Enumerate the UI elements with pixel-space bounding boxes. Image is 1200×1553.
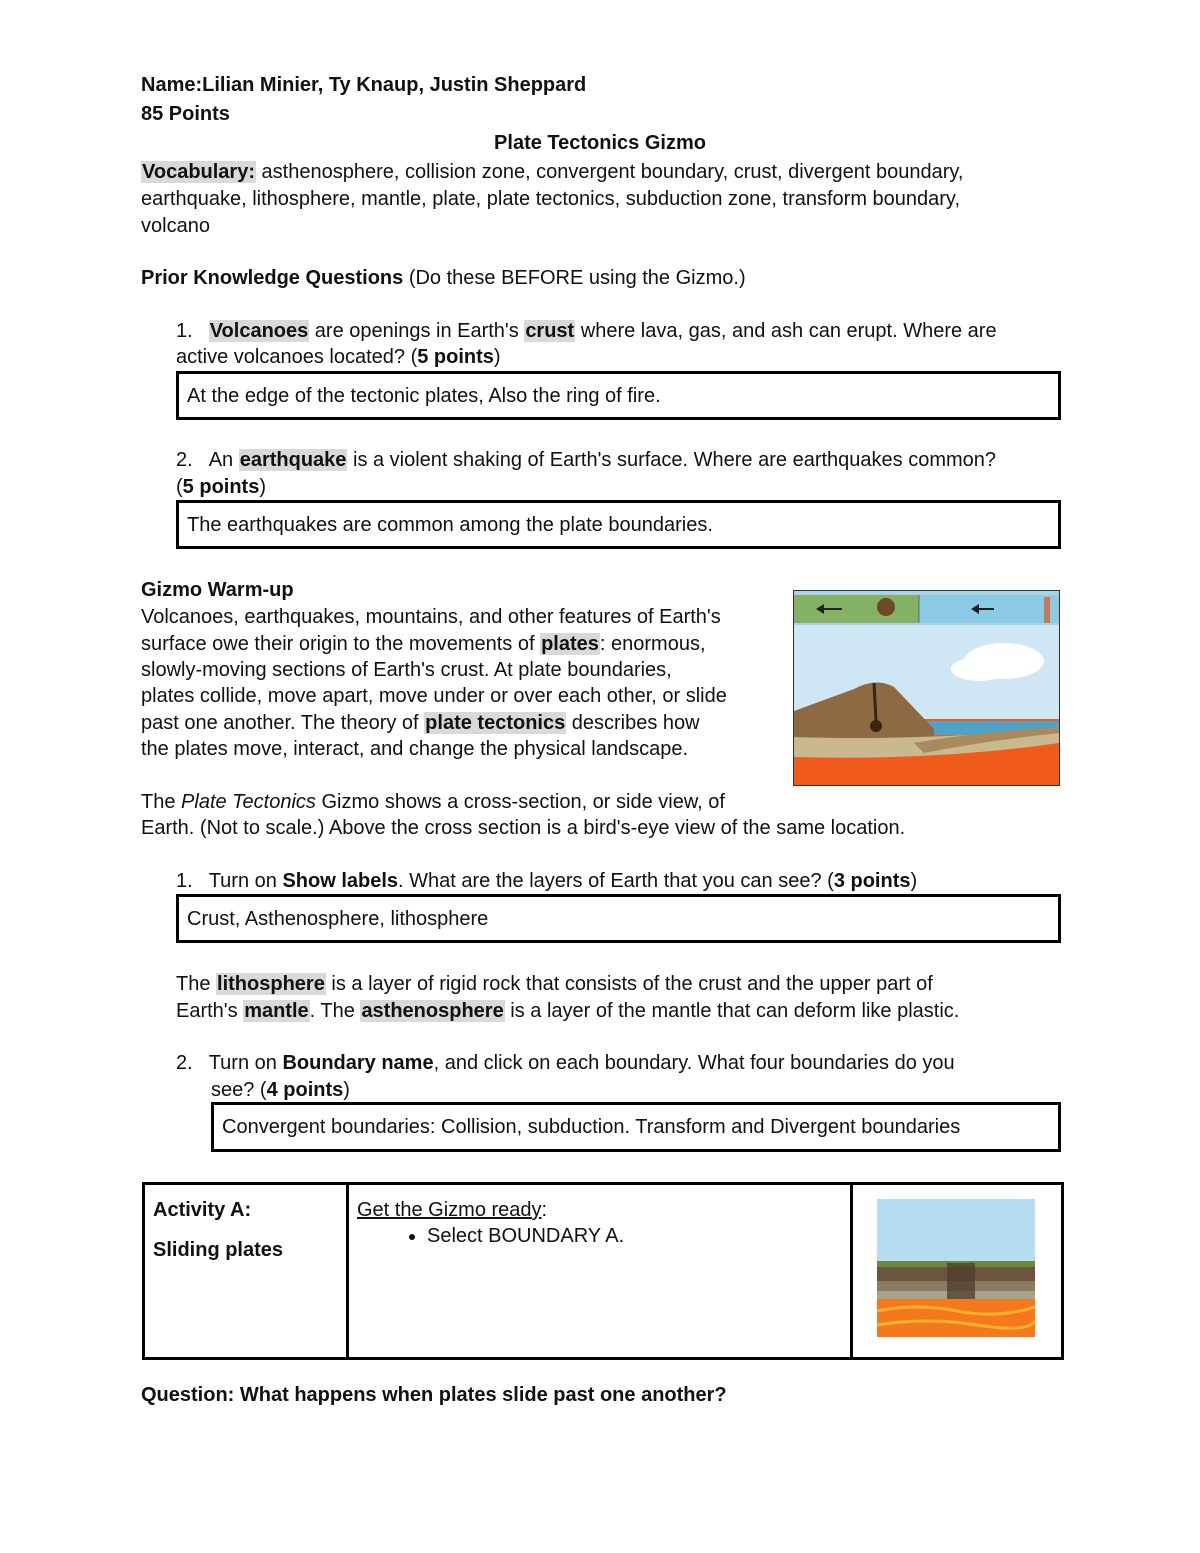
answer-box-earthquakes[interactable]: The earthquakes are common among the plate boundaries.: [176, 500, 1061, 549]
prior-question-1: 1. Volcanoes are openings in Earth's crust where lava, gas, and ash can erupt. Where are: [176, 320, 997, 342]
vocabulary-label: Vocabulary:: [142, 161, 255, 183]
page-title: Plate Tectonics Gizmo: [494, 132, 706, 154]
answer-box-volcanoes[interactable]: At the edge of the tectonic plates, Also the ring of fire.: [176, 371, 1061, 420]
lithosphere-text-line-1: The lithosphere is a layer of rigid rock that consists of the crust and the upper part of: [176, 973, 933, 995]
warmup-question-2: 2. Turn on Boundary name, and click on each boundary. What four boundaries do you: [176, 1052, 955, 1074]
warmup-text-line-4: plates collide, move apart, move under or over each other, or slide: [141, 685, 727, 707]
prior-knowledge-heading: Prior Knowledge Questions (Do these BEFORE using the Gizmo.): [141, 267, 746, 289]
volcano-top-view-icon: [877, 598, 895, 616]
lithosphere-text-line-2: Earth's mantle. The asthenosphere is a layer of the mantle that can deform like plastic.: [176, 1000, 960, 1022]
student-names: Name:Lilian Minier, Ty Knaup, Justin Sheppard: [141, 74, 587, 96]
vocabulary-line-1: Vocabulary: asthenosphere, collision zone, convergent boundary, crust, divergent boundary,: [142, 161, 964, 183]
list-item: • Select BOUNDARY A.: [427, 1223, 842, 1249]
volcano-cross-section-illustration: [794, 591, 1059, 785]
activity-subtitle: Sliding plates: [153, 1239, 284, 1261]
activity-label-cell: [144, 1184, 348, 1359]
sliding-plates-illustration: [877, 1199, 1035, 1337]
warmup-question-1: 1. Turn on Show labels. What are the layers of Earth that you can see? (3 points): [176, 870, 918, 892]
vocabulary-line-3: volcano: [141, 215, 210, 237]
warmup-text-line-1: Volcanoes, earthquakes, mountains, and other features of Earth's: [141, 606, 721, 628]
activity-question: Question: What happens when plates slide past one another?: [141, 1384, 727, 1406]
warmup-text-line-2: surface owe their origin to the movements of plates: enormous,: [141, 633, 706, 655]
activity-label: Activity A:: [153, 1199, 252, 1221]
warmup-text-line-3: slowly-moving sections of Earth's crust. At plate boundaries,: [141, 659, 672, 681]
warmup-text-line-8: Earth. (Not to scale.) Above the cross section is a bird's-eye view of the same location.: [141, 817, 906, 839]
answer-box-boundaries[interactable]: Convergent boundaries: Collision, subduction. Transform and Divergent boundaries: [211, 1102, 1061, 1152]
prior-question-2-line-2: (5 points): [176, 476, 267, 498]
prior-question-2: 2. An earthquake is a violent shaking of Earth's surface. Where are earthquakes common?: [176, 449, 997, 471]
prior-question-1-line-2: active volcanoes located? (5 points): [176, 346, 501, 368]
activity-steps-list: [357, 1223, 842, 1249]
total-points: 85 Points: [141, 103, 230, 125]
activity-image-cell: [852, 1184, 1063, 1359]
gizmo-cross-section-image: [793, 590, 1060, 786]
activity-instructions-cell: [348, 1184, 852, 1359]
warmup-heading: Gizmo Warm-up: [141, 579, 294, 601]
answer-box-layers[interactable]: Crust, Asthenosphere, lithosphere: [176, 894, 1061, 943]
warmup-question-2-line-2: see? (4 points): [211, 1079, 350, 1101]
activity-a-table: [142, 1182, 1064, 1360]
warmup-text-line-6: the plates move, interact, and change the physical landscape.: [141, 738, 689, 760]
get-ready-heading: Get the Gizmo ready:: [357, 1199, 548, 1221]
warmup-text-line-7: The Plate Tectonics Gizmo shows a cross-section, or side view, of: [141, 791, 725, 813]
vocabulary-line-2: earthquake, lithosphere, mantle, plate, plate tectonics, subduction zone, transform boundary,: [141, 188, 961, 210]
warmup-text-line-5: past one another. The theory of plate tectonics describes how: [141, 712, 700, 734]
